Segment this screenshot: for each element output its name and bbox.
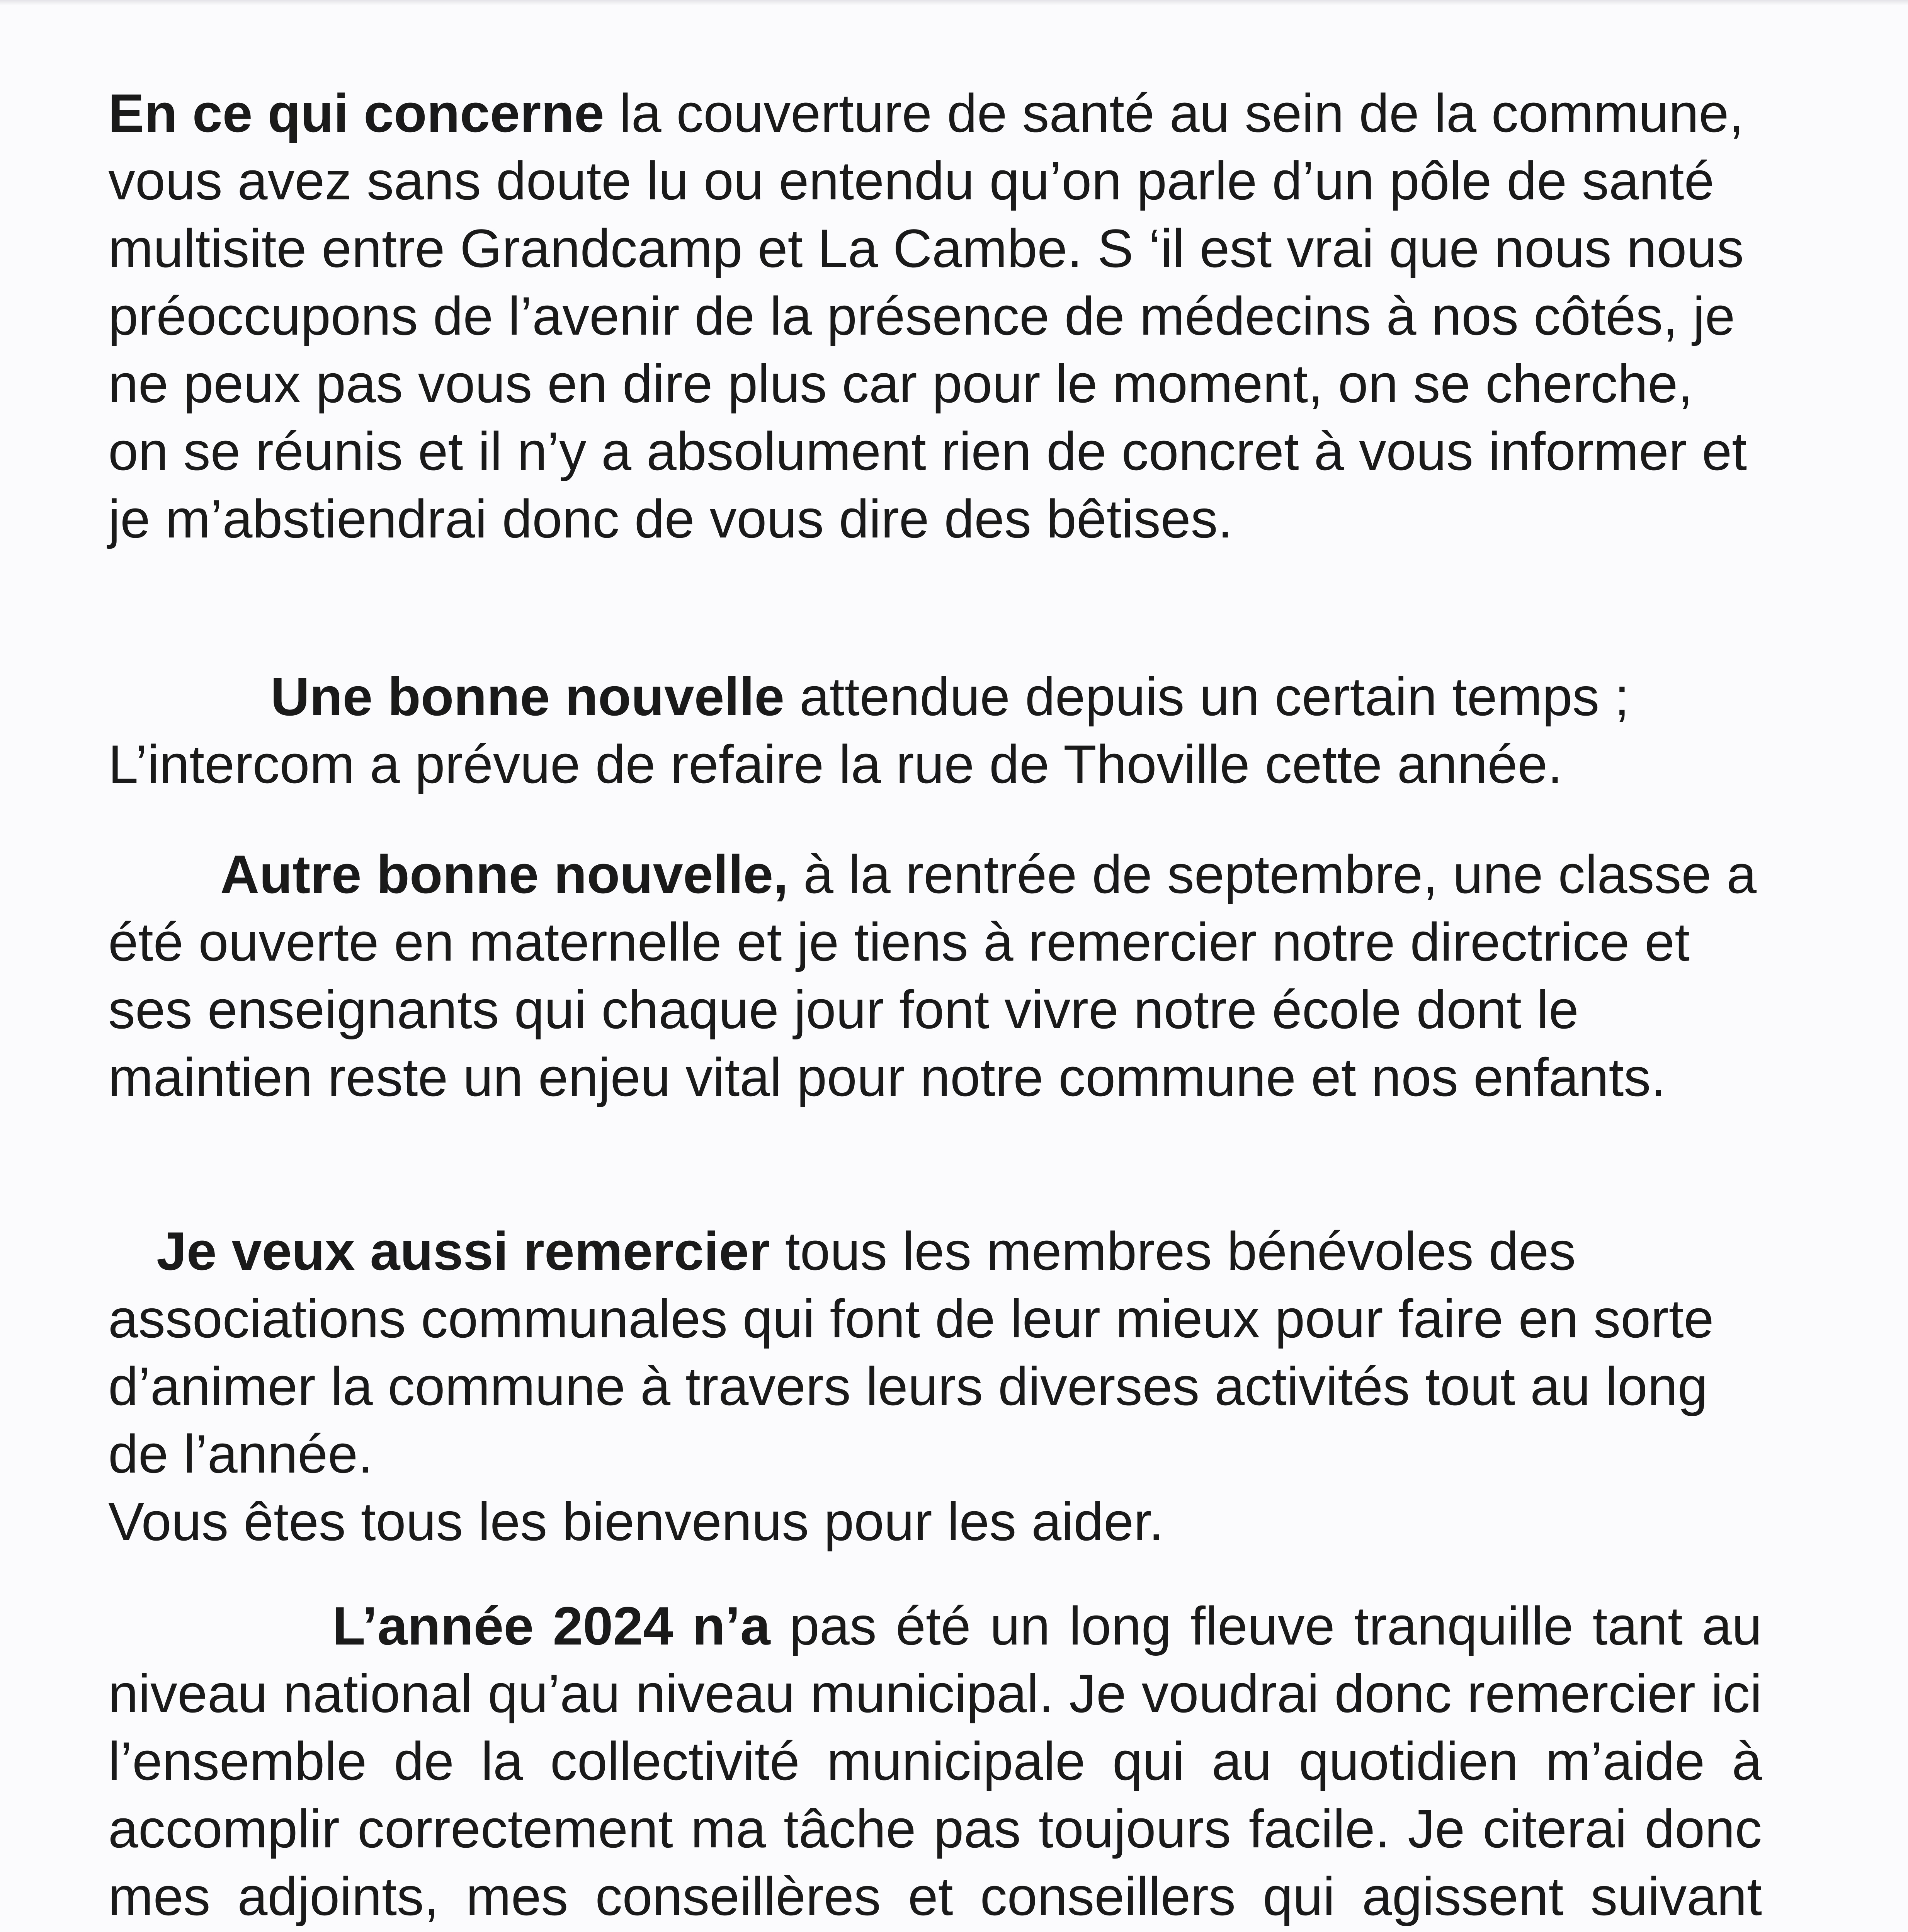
paragraph-text: la couverture de santé au sein de la commune, vous avez sans doute lu ou entendu qu’on parle d’un pôle de santé multisite entre Grandcamp et La Cambe. S ‘il est vrai que nous nous préoccupons de l’avenir de la présence de médecins à nos côtés, je ne peux pas vous en dire plus car pour le moment, on se cherche, on se réunis et il n’y a absolument rien de concret à vous informer et je m’abstiendrai donc de vous dire des bêtises.: [108, 83, 1747, 549]
paragraph-text: pas été un long fleuve tranquille tant au niveau national qu’au niveau municipal. Je voudrai donc remercier ici l’ensemble de la collectivité municipale qui au quotidien m’aide à accomplir correctement ma tâche pas toujours facile. Je citerai donc mes adjoints, mes conseillères et conseillers qui agissent suivant: [108, 1595, 1762, 1927]
paragraph-lead: Une bonne nouvelle: [270, 666, 785, 727]
paragraph-year-2024: [108, 1592, 1762, 1932]
paragraph-lead: L’année 2024 n’a: [332, 1595, 770, 1656]
scan-top-edge: [0, 0, 1908, 5]
paragraph-associations-main: [108, 1217, 1762, 1488]
paragraph-lead: Je veux aussi remercier: [156, 1221, 770, 1281]
paragraph-text: attendue depuis un certain temps ; L’intercom a prévue de refaire la rue de Thoville cette année.: [108, 666, 1630, 794]
paragraph-lead: Autre bonne nouvelle,: [220, 844, 789, 905]
paragraph-text: tous les membres bénévoles des associations communales qui font de leur mieux pour faire en sorte d’animer la commune à travers leurs diverses activités tout au long de l’année.: [108, 1221, 1714, 1484]
paragraph-associations-extra: Vous êtes tous les bienvenus pour les aider.: [108, 1491, 1164, 1552]
paragraph-text: à la rentrée de septembre, une classe a été ouverte en maternelle et je tiens à remercier notre directrice et ses enseignants qui chaque jour font vivre notre école dont le maintien reste un enjeu vital pour notre commune et nos enfants.: [108, 844, 1757, 1107]
paragraph-school: [108, 840, 1762, 1111]
paragraph-lead: En ce qui concerne: [108, 83, 604, 143]
paragraph-associations: [108, 1217, 1762, 1555]
paragraph-good-news: [108, 663, 1762, 798]
paragraph-health-coverage: [108, 79, 1762, 553]
